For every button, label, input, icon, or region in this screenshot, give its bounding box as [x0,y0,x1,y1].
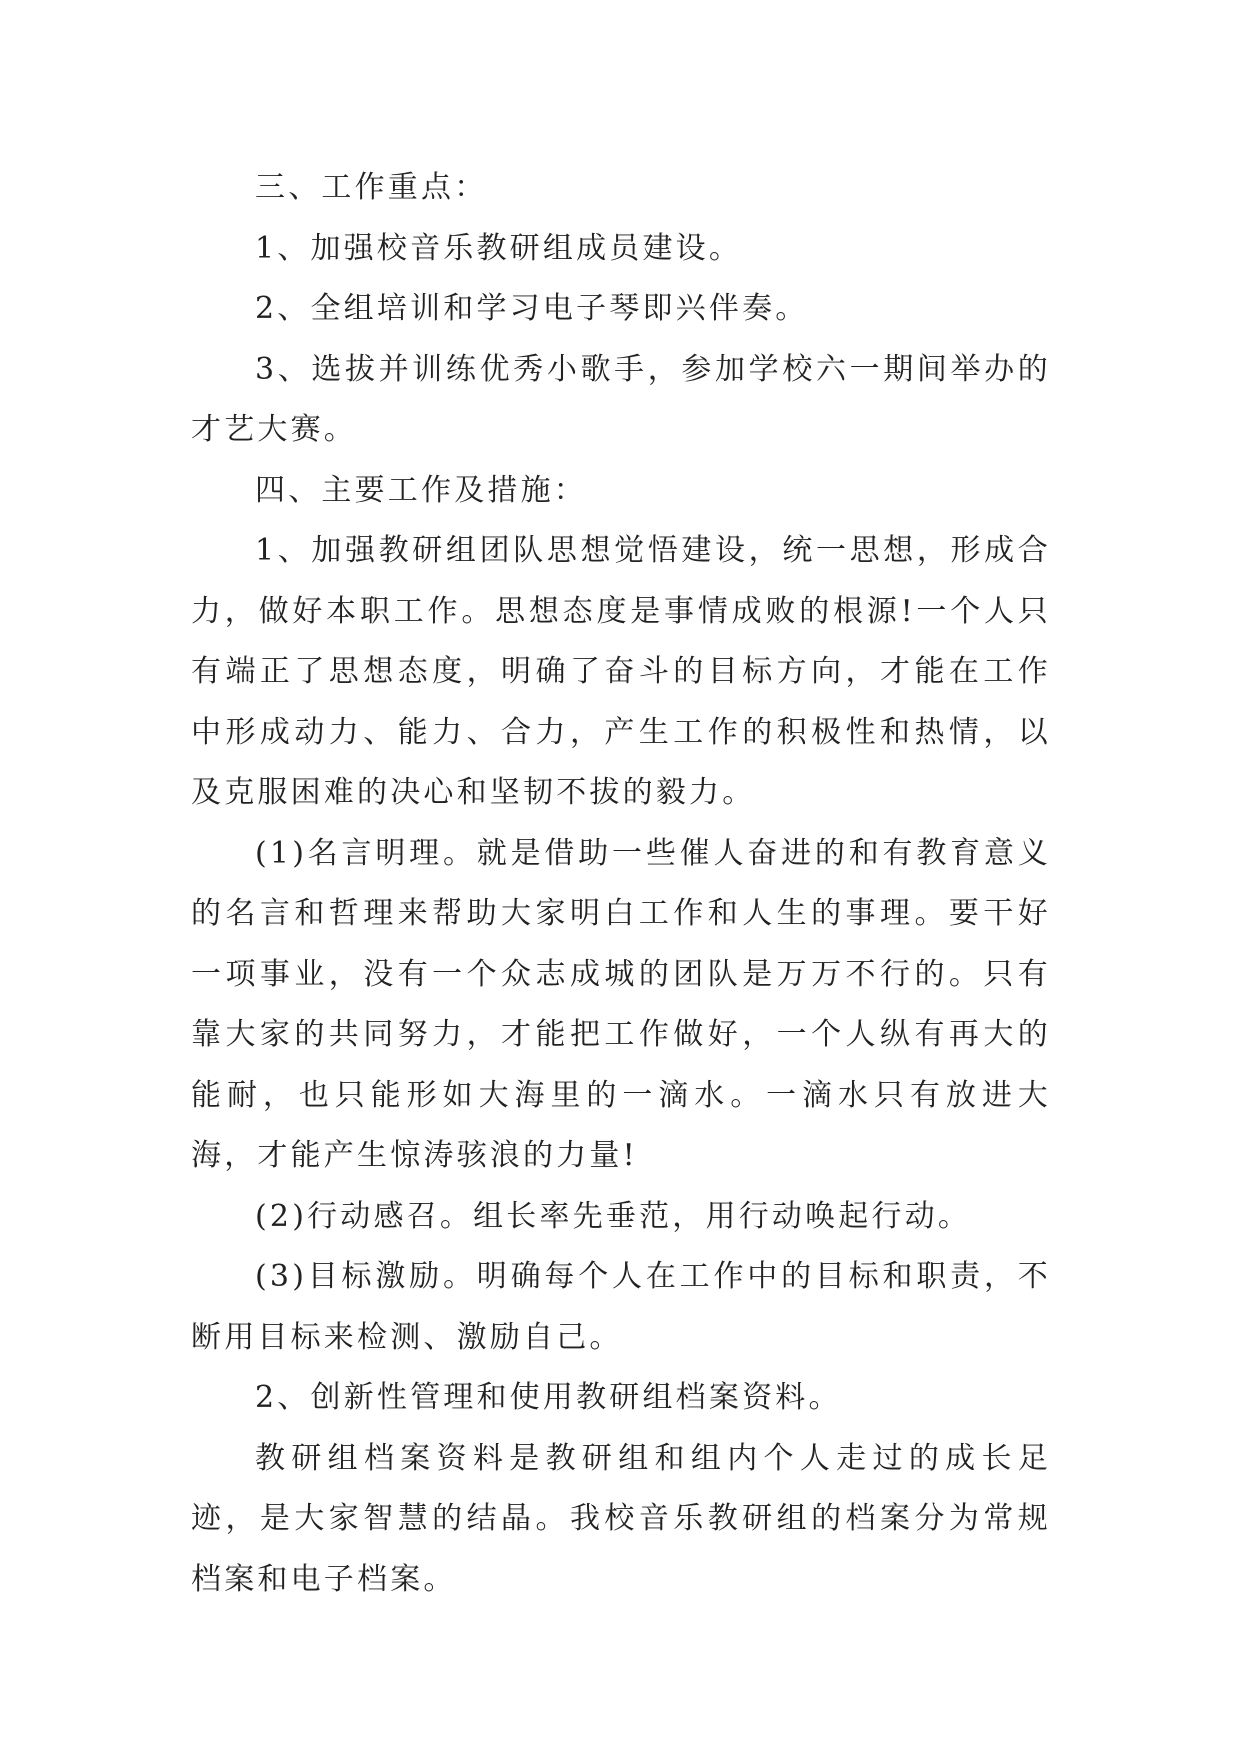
measure-item-2: 2、创新性管理和使用教研组档案资料。 [255,1380,842,1415]
measure-sub-item-2: (2)行动感召。组长率先垂范，用行动唤起行动。 [255,1198,972,1234]
measure-sub-item-1: (1)名言明理。就是借助一些催人奋进的和有教育意义的名言和哲理来帮助大家明白工作和人生的事理。要干好一项事业，没有一个众志成城的团队是万万不行的。只有靠大家的共同努力，才能把工作做好，一个人纵有再大的能耐，也只能形如大海里的一滴水。一滴水只有放进大海，才能产生惊涛骇浪的力量! [191,835,1051,1173]
document-body [191,158,1051,1610]
measure-item-1: 1、加强教研组团队思想觉悟建设，统一思想，形成合力，做好本职工作。思想态度是事情成败的根源!一个人只有端正了思想态度，明确了奋斗的目标方向，才能在工作中形成动力、能力、合力，产生工作的积极性和热情，以及克服困难的决心和坚韧不拔的毅力。 [191,533,1051,810]
archive-description: 教研组档案资料是教研组和组内个人走过的成长足迹，是大家智慧的结晶。我校音乐教研组的档案分为常规档案和电子档案。 [191,1440,1051,1597]
section-heading-work-focus: 三、工作重点： [255,170,488,205]
measure-sub-item-3: (3)目标激励。明确每个人在工作中的目标和职责，不断用目标来检测、激励自己。 [191,1259,1051,1355]
focus-item-2: 2、全组培训和学习电子琴即兴伴奏。 [255,291,809,326]
focus-item-1: 1、加强校音乐教研组成员建设。 [255,230,743,266]
section-heading-main-work: 四、主要工作及措施： [255,472,587,508]
focus-item-3: 3、选拔并训练优秀小歌手，参加学校六一期间举办的才艺大赛。 [191,351,1051,447]
